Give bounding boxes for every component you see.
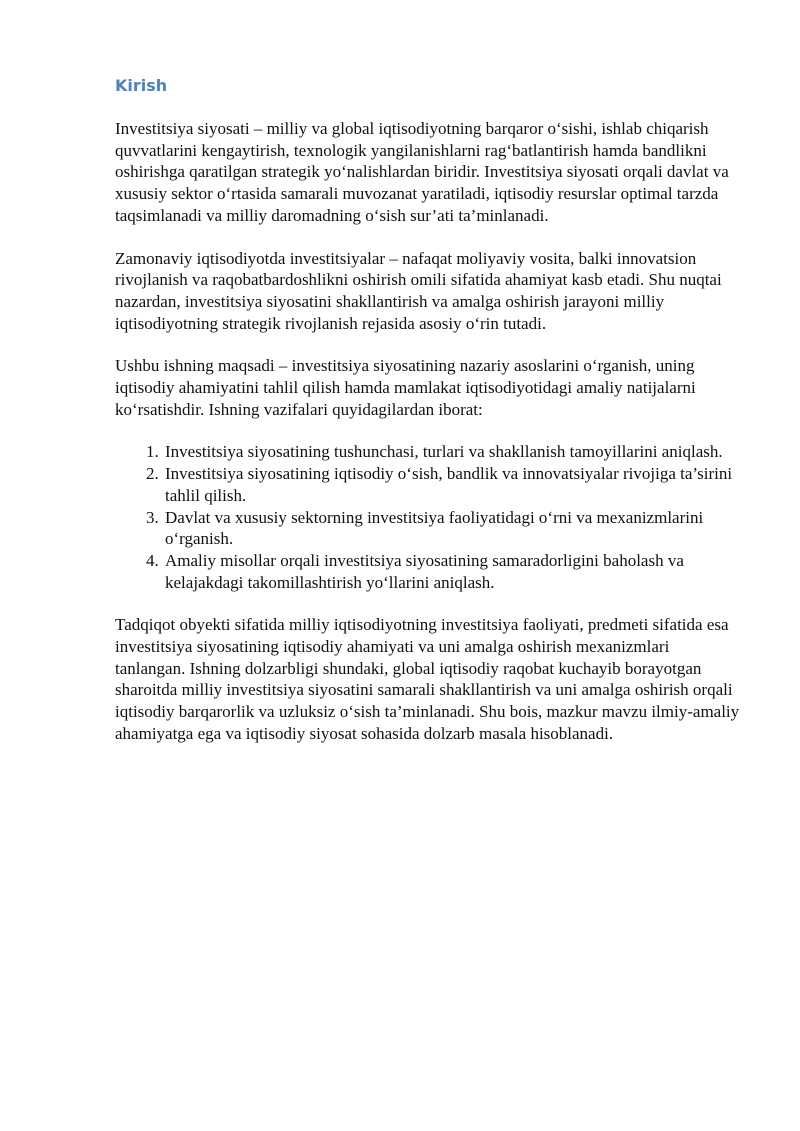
goal-paragraph: Ushbu ishning maqsadi – investitsiya siyosatining nazariy asoslarini o‘rganish, uning iqtisodiy ahamiyatini tahlil qilish hamda mamlakat iqtisodiyotidagi amaliy natijalarni ko‘rsatishdir. Ishning vazifalari quyidagilardan iborat: bbox=[115, 356, 696, 419]
list-item: 3. Davlat va xususiy sektorning investitsiya faoliyatidagi o‘rni va mexanizmlarini o‘rganish. bbox=[163, 507, 740, 550]
section-heading: Kirish bbox=[115, 76, 168, 95]
intro-paragraph: Investitsiya siyosati – milliy va global iqtisodiyotning barqaror o‘sishi, ishlab chiqarish quvvatlarini kengaytirish, texnologik yangilanishlarni rag‘batlantirish hamda bandlikni oshirishga qaratilgan strategik yo‘nalishlardan biridir. Investitsiya siyosati orqali davlat va xususiy sektor o‘rtasida samarali muvozanat yaratiladi, iqtisodiy resurslar optimal tarzda taqsimlanadi va milliy daromadning o‘sish sur’ati ta’minlanadi. bbox=[115, 119, 729, 225]
list-item: 4. Amaliy misollar orqali investitsiya siyosatining samaradorligini baholash va kelajakdagi takomillashtirish yo‘llarini aniqlash. bbox=[163, 550, 740, 593]
closing-paragraph: Tadqiqot obyekti sifatida milliy iqtisodiyotning investitsiya faoliyati, predmeti sifatida esa investitsiya siyosatining iqtisodiy ahamiyati va uni amalga oshirish mexanizmlari tanlangan. Ishning dolzarbligi shundaki, global iqtisodiy raqobat kuchayib borayotgan sharoitda milliy investitsiya siyosatini samarali shakllantirish va uni amalga oshirish orqali iqtisodiy barqarorlik va uzluksiz o‘sish ta’minlanadi. Shu bois, mazkur mavzu ilmiy-amaliy ahamiyatga ega va iqtisodiy siyosat sohasida dolzarb masala hisoblanadi. bbox=[115, 615, 740, 743]
context-paragraph: Zamonaviy iqtisodiyotda investitsiyalar – nafaqat moliyaviy vosita, balki innovatsion rivojlanish va raqobatbardoshlikni oshirish omili sifatida ahamiyat kasb etadi. Shu nuqtai nazardan, investitsiya siyosatini shakllantirish va amalga oshirish jarayoni milliy iqtisodiyotning strategik rivojlanish rejasida asosiy o‘rin tutadi. bbox=[115, 248, 722, 333]
document-page bbox=[115, 60, 740, 766]
list-item: 1. Investitsiya siyosatining tushunchasi, turlari va shakllanish tamoyillarini aniqlash. bbox=[163, 441, 740, 463]
tasks-list bbox=[115, 441, 740, 593]
list-item: 2. Investitsiya siyosatining iqtisodiy o‘sish, bandlik va innovatsiyalar rivojiga ta’sirini tahlil qilish. bbox=[163, 463, 740, 506]
